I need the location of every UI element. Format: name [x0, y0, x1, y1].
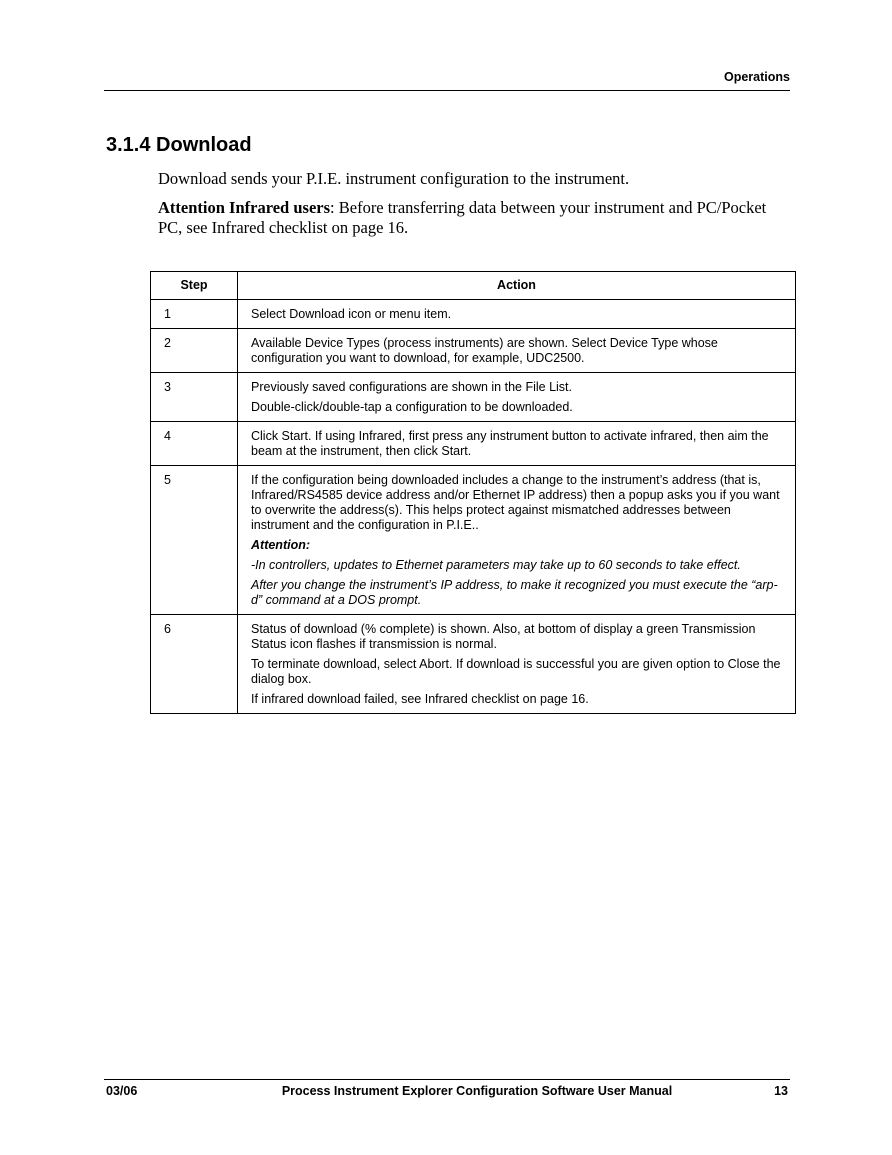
step-action: [238, 373, 796, 422]
action-text: Previously saved configurations are shown in the File List.: [251, 380, 572, 394]
action-column-header: Action: [238, 272, 796, 300]
running-header: Operations: [724, 70, 790, 84]
table-row: [151, 300, 796, 329]
action-text: To terminate download, select Abort. If download is successful you are given option to Close the dialog box.: [251, 657, 781, 686]
attention-note-text: After you change the instrument’s IP address, to make it recognized you must execute the “arp-d” command at a DOS prompt.: [251, 578, 778, 607]
intro-paragraph: Download sends your P.I.E. instrument configuration to the instrument.: [158, 169, 630, 188]
step-number: 5: [151, 466, 238, 615]
table-row: [151, 329, 796, 373]
attention-paragraph: [158, 198, 778, 238]
table-row: [151, 615, 796, 714]
step-action: [238, 466, 796, 615]
attention-text: : Before transferring data between your instrument and PC/Pocket PC, see Infrared checklist on page 16.: [158, 198, 767, 237]
section-title: 3.1.4 Download: [106, 134, 252, 156]
action-text: Available Device Types (process instruments) are shown. Select Device Type whose configuration you want to download, for example, UDC2500.: [251, 336, 718, 365]
step-number: 1: [151, 300, 238, 329]
action-text: Double-click/double-tap a configuration to be downloaded.: [251, 400, 573, 414]
action-text: If infrared download failed, see Infrared checklist on page 16.: [251, 692, 589, 706]
step-action: [238, 422, 796, 466]
action-text: Click Start. If using Infrared, first press any instrument button to activate infrared, then aim the beam at the instrument, then click Start.: [251, 429, 769, 458]
step-number: 3: [151, 373, 238, 422]
footer-date: 03/06: [106, 1084, 138, 1098]
table-row: [151, 422, 796, 466]
action-text: Status of download (% complete) is shown. Also, at bottom of display a green Transmission Status icon flashes if transmission is normal.: [251, 622, 756, 651]
table-row: [151, 466, 796, 615]
step-action: [238, 615, 796, 714]
table-row: [151, 373, 796, 422]
step-action: [238, 329, 796, 373]
footer-divider: [104, 1079, 790, 1080]
action-text: If the configuration being downloaded includes a change to the instrument’s address (that is, Infrared/RS4585 device address and/or Ethernet IP address) then a popup asks you if you want to overwrite the address(s). This helps protect against mismatched addresses between instrument and the configuration in P.I.E..: [251, 473, 780, 532]
footer-manual-title: Process Instrument Explorer Configuration Software User Manual: [281, 1084, 673, 1098]
action-text: Select Download icon or menu item.: [251, 307, 452, 321]
header-divider: [104, 90, 790, 91]
step-number: 2: [151, 329, 238, 373]
step-number: 4: [151, 422, 238, 466]
attention-note-text: -In controllers, updates to Ethernet parameters may take up to 60 seconds to take effect.: [251, 558, 741, 572]
steps-table: [150, 271, 796, 714]
step-number: 6: [151, 615, 238, 714]
step-column-header: Step: [151, 272, 238, 300]
table-header-row: [151, 272, 796, 300]
step-action: [238, 300, 796, 329]
attention-note-label: Attention:: [251, 538, 311, 552]
attention-label: Attention Infrared users: [158, 198, 331, 217]
page-number: 13: [774, 1084, 788, 1098]
